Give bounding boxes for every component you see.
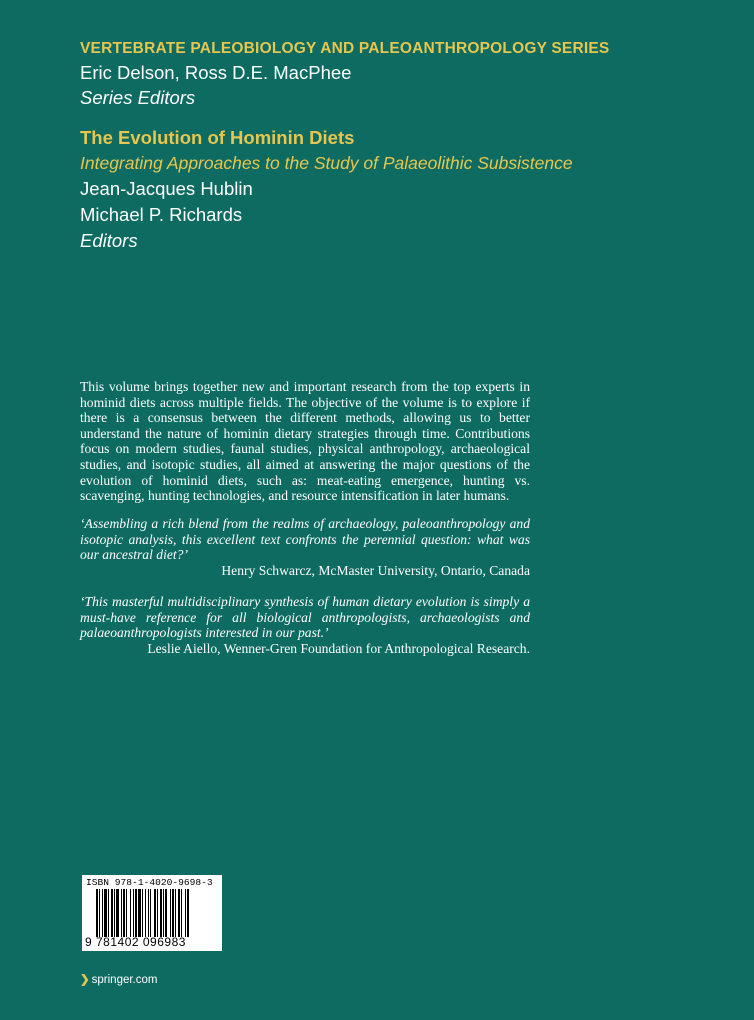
barcode-bar: [121, 889, 122, 937]
isbn-label: ISBN 978-1-4020-9698-3: [86, 877, 213, 888]
barcode-bar: [142, 889, 143, 937]
book-subtitle: Integrating Approaches to the Study of Palaeolithic Subsistence: [80, 153, 573, 173]
series-block: [80, 38, 700, 110]
publisher-website-link[interactable]: [80, 972, 157, 986]
book-title: The Evolution of Hominin Diets: [80, 127, 355, 148]
barcode-bar: [102, 889, 103, 937]
book-description: This volume brings together new and important research from the top experts in hominid diets across multiple fields. The objective of the volume is to explore if there is a consensus between the different methods, allowing us to better understand the nature of hominin dietary strategies through time. Contributions focus on modern studies, faunal studies, physical anthropology, archaeological studies, and isotopic studies, all aimed at answering the major questions of the evolution of hominid diets, such as: meat-eating emergence, hunting vs. scavenging, hunting technologies, and resource intensification in later humans.: [80, 379, 530, 504]
barcode-bar: [133, 889, 134, 937]
barcode-bar: [157, 889, 158, 937]
barcode-bar: [145, 889, 146, 937]
barcode-bar: [148, 889, 149, 937]
barcode-bar: [160, 889, 162, 937]
book-editors-role: Editors: [80, 230, 138, 251]
barcode-bar: [138, 889, 141, 937]
barcode-bar: [96, 889, 98, 937]
endorsement-quote: [80, 516, 530, 578]
barcode-bar: [165, 889, 167, 937]
quote-attribution: Henry Schwarcz, McMaster University, Ontario, Canada: [221, 562, 530, 578]
barcode-bar: [178, 889, 180, 937]
book-editor: Jean-Jacques Hublin: [80, 178, 253, 199]
quote-text: ‘Assembling a rich blend from the realms of archaeology, paleoanthropology and isotopic analysis, this excellent text confronts the perennial question: what was our ancestral diet?’: [80, 516, 530, 563]
barcode-bar: [108, 889, 109, 937]
barcode-bar: [135, 889, 137, 937]
barcode-bar: [172, 889, 174, 937]
quote-text: ‘This masterful multidisciplinary synthesis of human dietary evolution is simply a must-have reference for all biological anthropologists, archaeologists and palaeoanthropologists interested in our past.’: [80, 594, 530, 641]
barcode-bar: [187, 889, 189, 937]
book-editor: Michael P. Richards: [80, 204, 243, 225]
series-editors: Eric Delson, Ross D.E. MacPhee: [80, 62, 352, 83]
barcode-bar: [154, 889, 156, 937]
series-title: VERTEBRATE PALEOBIOLOGY AND PALEOANTHROPOLOGY SERIES: [80, 40, 610, 57]
quote-attribution: Leslie Aiello, Wenner-Gren Foundation for Anthropological Research.: [147, 640, 530, 656]
barcode-bar: [181, 889, 182, 937]
barcode-bar: [185, 889, 186, 937]
barcode-bar: [99, 889, 100, 937]
barcode-bar: [104, 889, 107, 937]
barcode-bar: [175, 889, 176, 937]
barcode-bar: [150, 889, 151, 937]
barcode-bar: [123, 889, 125, 937]
book-block: [80, 126, 720, 254]
barcode-bar: [163, 889, 164, 937]
barcode-bar: [130, 889, 131, 937]
barcode-bars: [96, 889, 216, 937]
barcode-bar: [116, 889, 119, 937]
series-editors-role: Series Editors: [80, 87, 196, 108]
chevron-right-icon: ❯: [80, 974, 90, 986]
barcode-bar: [111, 889, 113, 937]
barcode-bar: [126, 889, 127, 937]
endorsement-quote: [80, 594, 530, 656]
ean-digits: 9 781402 096983: [85, 935, 186, 949]
barcode-bar: [114, 889, 115, 937]
barcode-bar: [170, 889, 171, 937]
isbn-barcode: [82, 875, 222, 951]
website-text: springer.com: [91, 974, 158, 986]
